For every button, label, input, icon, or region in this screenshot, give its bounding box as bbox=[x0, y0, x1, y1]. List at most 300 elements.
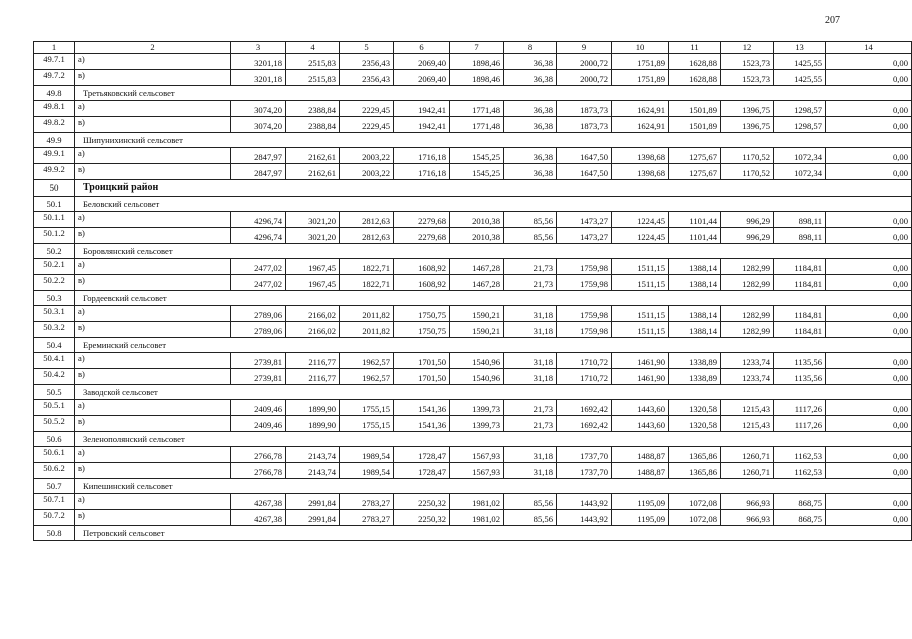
value-cell: 1608,92 bbox=[394, 275, 450, 291]
value-cell: 2279,68 bbox=[394, 228, 450, 244]
row-label: а) bbox=[75, 148, 231, 164]
value-cell: 2010,38 bbox=[450, 228, 504, 244]
value-cell: 1701,50 bbox=[394, 369, 450, 385]
value-cell: 0,00 bbox=[826, 400, 912, 416]
value-cell: 2991,84 bbox=[286, 494, 340, 510]
value-cell: 1338,89 bbox=[669, 353, 721, 369]
section-code: 50.1 bbox=[34, 197, 75, 212]
section-row bbox=[34, 338, 912, 353]
value-cell: 3021,20 bbox=[286, 228, 340, 244]
value-cell: 1170,52 bbox=[721, 164, 774, 180]
value-cell: 1728,47 bbox=[394, 463, 450, 479]
value-cell: 0,00 bbox=[826, 101, 912, 117]
value-cell: 2812,63 bbox=[340, 228, 394, 244]
value-cell: 1195,09 bbox=[612, 510, 669, 526]
value-cell: 966,93 bbox=[721, 510, 774, 526]
table-row bbox=[34, 228, 912, 244]
value-cell: 1567,93 bbox=[450, 463, 504, 479]
value-cell: 36,38 bbox=[504, 117, 557, 133]
value-cell: 1396,75 bbox=[721, 101, 774, 117]
value-cell: 2003,22 bbox=[340, 148, 394, 164]
row-label: в) bbox=[75, 164, 231, 180]
value-cell: 1750,75 bbox=[394, 306, 450, 322]
value-cell: 1737,70 bbox=[557, 447, 612, 463]
value-cell: 2069,40 bbox=[394, 70, 450, 86]
value-cell: 2166,02 bbox=[286, 322, 340, 338]
table-row bbox=[34, 101, 912, 117]
value-cell: 1716,18 bbox=[394, 164, 450, 180]
value-cell: 1215,43 bbox=[721, 400, 774, 416]
value-cell: 1590,21 bbox=[450, 306, 504, 322]
value-cell: 1899,90 bbox=[286, 400, 340, 416]
section-name: Петровский сельсовет bbox=[75, 526, 912, 541]
value-cell: 2229,45 bbox=[340, 101, 394, 117]
value-cell: 2250,32 bbox=[394, 510, 450, 526]
row-code: 50.2.1 bbox=[34, 259, 75, 275]
section-row bbox=[34, 244, 912, 259]
value-cell: 1511,15 bbox=[612, 306, 669, 322]
value-cell: 1275,67 bbox=[669, 148, 721, 164]
value-cell: 4296,74 bbox=[231, 228, 286, 244]
value-cell: 2279,68 bbox=[394, 212, 450, 228]
value-cell: 1692,42 bbox=[557, 400, 612, 416]
value-cell: 2409,46 bbox=[231, 416, 286, 432]
value-cell: 1443,60 bbox=[612, 416, 669, 432]
value-cell: 2069,40 bbox=[394, 54, 450, 70]
table-row bbox=[34, 463, 912, 479]
row-label: а) bbox=[75, 494, 231, 510]
value-cell: 1162,53 bbox=[774, 447, 826, 463]
value-cell: 1184,81 bbox=[774, 322, 826, 338]
value-cell: 1771,48 bbox=[450, 101, 504, 117]
row-label: в) bbox=[75, 322, 231, 338]
value-cell: 1628,88 bbox=[669, 70, 721, 86]
value-cell: 0,00 bbox=[826, 70, 912, 86]
table-row bbox=[34, 259, 912, 275]
value-cell: 1751,89 bbox=[612, 70, 669, 86]
value-cell: 1511,15 bbox=[612, 275, 669, 291]
value-cell: 0,00 bbox=[826, 259, 912, 275]
value-cell: 1750,75 bbox=[394, 322, 450, 338]
section-code: 49.8 bbox=[34, 86, 75, 101]
value-cell: 1135,56 bbox=[774, 353, 826, 369]
value-cell: 2356,43 bbox=[340, 54, 394, 70]
column-header: 2 bbox=[75, 42, 231, 54]
value-cell: 0,00 bbox=[826, 117, 912, 133]
section-row bbox=[34, 291, 912, 306]
value-cell: 1545,25 bbox=[450, 164, 504, 180]
row-label: а) bbox=[75, 400, 231, 416]
value-cell: 1755,15 bbox=[340, 416, 394, 432]
value-cell: 1298,57 bbox=[774, 101, 826, 117]
value-cell: 2847,97 bbox=[231, 164, 286, 180]
table-row bbox=[34, 275, 912, 291]
value-cell: 1759,98 bbox=[557, 275, 612, 291]
value-cell: 2783,27 bbox=[340, 494, 394, 510]
value-cell: 36,38 bbox=[504, 164, 557, 180]
column-header: 11 bbox=[669, 42, 721, 54]
column-header: 7 bbox=[450, 42, 504, 54]
value-cell: 1511,15 bbox=[612, 322, 669, 338]
value-cell: 1716,18 bbox=[394, 148, 450, 164]
value-cell: 1692,42 bbox=[557, 416, 612, 432]
row-code: 49.7.1 bbox=[34, 54, 75, 70]
column-header: 4 bbox=[286, 42, 340, 54]
value-cell: 0,00 bbox=[826, 228, 912, 244]
value-cell: 1501,89 bbox=[669, 101, 721, 117]
table-row bbox=[34, 447, 912, 463]
value-cell: 2766,78 bbox=[231, 463, 286, 479]
value-cell: 1981,02 bbox=[450, 494, 504, 510]
value-cell: 2010,38 bbox=[450, 212, 504, 228]
value-cell: 1710,72 bbox=[557, 369, 612, 385]
table-row bbox=[34, 400, 912, 416]
section-name: Третьяковский сельсовет bbox=[75, 86, 912, 101]
value-cell: 1822,71 bbox=[340, 259, 394, 275]
value-cell: 1647,50 bbox=[557, 148, 612, 164]
value-cell: 21,73 bbox=[504, 400, 557, 416]
value-cell: 0,00 bbox=[826, 275, 912, 291]
value-cell: 1170,52 bbox=[721, 148, 774, 164]
value-cell: 0,00 bbox=[826, 353, 912, 369]
value-cell: 1755,15 bbox=[340, 400, 394, 416]
section-name: Беловский сельсовет bbox=[75, 197, 912, 212]
value-cell: 1184,81 bbox=[774, 275, 826, 291]
row-code: 49.8.2 bbox=[34, 117, 75, 133]
section-name: Зеленополянский сельсовет bbox=[75, 432, 912, 447]
value-cell: 1511,15 bbox=[612, 259, 669, 275]
column-header: 6 bbox=[394, 42, 450, 54]
section-name: Боровлянский сельсовет bbox=[75, 244, 912, 259]
value-cell: 2162,61 bbox=[286, 148, 340, 164]
value-cell: 2356,43 bbox=[340, 70, 394, 86]
value-cell: 1822,71 bbox=[340, 275, 394, 291]
value-cell: 4296,74 bbox=[231, 212, 286, 228]
row-code: 49.7.2 bbox=[34, 70, 75, 86]
value-cell: 1647,50 bbox=[557, 164, 612, 180]
value-cell: 4267,38 bbox=[231, 510, 286, 526]
value-cell: 2388,84 bbox=[286, 101, 340, 117]
value-cell: 1282,99 bbox=[721, 275, 774, 291]
value-cell: 1101,44 bbox=[669, 212, 721, 228]
value-cell: 1443,92 bbox=[557, 510, 612, 526]
value-cell: 1260,71 bbox=[721, 463, 774, 479]
row-label: а) bbox=[75, 259, 231, 275]
row-label: в) bbox=[75, 117, 231, 133]
row-code: 49.9.1 bbox=[34, 148, 75, 164]
value-cell: 2789,06 bbox=[231, 306, 286, 322]
value-cell: 2011,82 bbox=[340, 306, 394, 322]
value-cell: 1135,56 bbox=[774, 369, 826, 385]
row-label: в) bbox=[75, 416, 231, 432]
value-cell: 1396,75 bbox=[721, 117, 774, 133]
value-cell: 3201,18 bbox=[231, 54, 286, 70]
value-cell: 1567,93 bbox=[450, 447, 504, 463]
row-label: а) bbox=[75, 306, 231, 322]
value-cell: 898,11 bbox=[774, 228, 826, 244]
row-label: а) bbox=[75, 101, 231, 117]
value-cell: 1399,73 bbox=[450, 400, 504, 416]
value-cell: 1388,14 bbox=[669, 275, 721, 291]
value-cell: 1873,73 bbox=[557, 117, 612, 133]
value-cell: 996,29 bbox=[721, 228, 774, 244]
value-cell: 0,00 bbox=[826, 148, 912, 164]
row-code: 50.3.2 bbox=[34, 322, 75, 338]
value-cell: 85,56 bbox=[504, 212, 557, 228]
value-cell: 1282,99 bbox=[721, 322, 774, 338]
value-cell: 3201,18 bbox=[231, 70, 286, 86]
table-row bbox=[34, 54, 912, 70]
value-cell: 3074,20 bbox=[231, 117, 286, 133]
value-cell: 21,73 bbox=[504, 259, 557, 275]
value-cell: 1224,45 bbox=[612, 212, 669, 228]
value-cell: 1540,96 bbox=[450, 353, 504, 369]
section-code: 50.5 bbox=[34, 385, 75, 400]
value-cell: 1101,44 bbox=[669, 228, 721, 244]
value-cell: 1962,57 bbox=[340, 353, 394, 369]
value-cell: 1710,72 bbox=[557, 353, 612, 369]
value-cell: 1488,87 bbox=[612, 463, 669, 479]
value-cell: 2783,27 bbox=[340, 510, 394, 526]
value-cell: 21,73 bbox=[504, 416, 557, 432]
value-cell: 1233,74 bbox=[721, 353, 774, 369]
section-row bbox=[34, 197, 912, 212]
value-cell: 0,00 bbox=[826, 447, 912, 463]
column-header: 14 bbox=[826, 42, 912, 54]
table-row bbox=[34, 510, 912, 526]
table-row bbox=[34, 494, 912, 510]
table-row bbox=[34, 212, 912, 228]
column-header: 8 bbox=[504, 42, 557, 54]
value-cell: 1467,28 bbox=[450, 275, 504, 291]
section-code: 49.9 bbox=[34, 133, 75, 148]
value-cell: 1541,36 bbox=[394, 416, 450, 432]
section-name: Кипешинский сельсовет bbox=[75, 479, 912, 494]
value-cell: 31,18 bbox=[504, 463, 557, 479]
value-cell: 1624,91 bbox=[612, 101, 669, 117]
value-cell: 1443,60 bbox=[612, 400, 669, 416]
value-cell: 31,18 bbox=[504, 369, 557, 385]
value-cell: 1942,41 bbox=[394, 117, 450, 133]
value-cell: 85,56 bbox=[504, 510, 557, 526]
district-name: Троицкий район bbox=[75, 180, 912, 197]
row-code: 50.6.1 bbox=[34, 447, 75, 463]
row-code: 50.5.1 bbox=[34, 400, 75, 416]
column-header: 10 bbox=[612, 42, 669, 54]
value-cell: 3074,20 bbox=[231, 101, 286, 117]
value-cell: 1488,87 bbox=[612, 447, 669, 463]
row-label: а) bbox=[75, 212, 231, 228]
row-code: 50.1.2 bbox=[34, 228, 75, 244]
row-label: а) bbox=[75, 447, 231, 463]
value-cell: 2739,81 bbox=[231, 369, 286, 385]
value-cell: 36,38 bbox=[504, 54, 557, 70]
value-cell: 36,38 bbox=[504, 101, 557, 117]
value-cell: 1473,27 bbox=[557, 212, 612, 228]
value-cell: 1541,36 bbox=[394, 400, 450, 416]
column-header: 5 bbox=[340, 42, 394, 54]
value-cell: 1162,53 bbox=[774, 463, 826, 479]
value-cell: 0,00 bbox=[826, 306, 912, 322]
row-label: а) bbox=[75, 353, 231, 369]
section-row bbox=[34, 432, 912, 447]
value-cell: 2011,82 bbox=[340, 322, 394, 338]
section-code: 50.8 bbox=[34, 526, 75, 541]
row-code: 50.1.1 bbox=[34, 212, 75, 228]
value-cell: 2812,63 bbox=[340, 212, 394, 228]
value-cell: 1967,45 bbox=[286, 275, 340, 291]
row-label: в) bbox=[75, 228, 231, 244]
value-cell: 1942,41 bbox=[394, 101, 450, 117]
value-cell: 1737,70 bbox=[557, 463, 612, 479]
value-cell: 1275,67 bbox=[669, 164, 721, 180]
value-cell: 0,00 bbox=[826, 463, 912, 479]
value-cell: 0,00 bbox=[826, 369, 912, 385]
row-code: 50.4.1 bbox=[34, 353, 75, 369]
row-label: в) bbox=[75, 70, 231, 86]
value-cell: 1365,86 bbox=[669, 463, 721, 479]
value-cell: 1072,08 bbox=[669, 494, 721, 510]
row-label: в) bbox=[75, 463, 231, 479]
value-cell: 2766,78 bbox=[231, 447, 286, 463]
value-cell: 31,18 bbox=[504, 322, 557, 338]
section-row bbox=[34, 133, 912, 148]
value-cell: 2000,72 bbox=[557, 54, 612, 70]
section-name: Шипунихинский сельсовет bbox=[75, 133, 912, 148]
row-code: 49.9.2 bbox=[34, 164, 75, 180]
row-code: 50.2.2 bbox=[34, 275, 75, 291]
section-row bbox=[34, 86, 912, 101]
value-cell: 0,00 bbox=[826, 494, 912, 510]
value-cell: 1233,74 bbox=[721, 369, 774, 385]
value-cell: 2388,84 bbox=[286, 117, 340, 133]
row-code: 50.7.1 bbox=[34, 494, 75, 510]
value-cell: 2477,02 bbox=[231, 259, 286, 275]
section-code: 50.2 bbox=[34, 244, 75, 259]
value-cell: 1467,28 bbox=[450, 259, 504, 275]
value-cell: 868,75 bbox=[774, 510, 826, 526]
row-code: 50.4.2 bbox=[34, 369, 75, 385]
section-row bbox=[34, 526, 912, 541]
page-number: 207 bbox=[825, 15, 840, 26]
value-cell: 1523,73 bbox=[721, 70, 774, 86]
table-row bbox=[34, 416, 912, 432]
value-cell: 1195,09 bbox=[612, 494, 669, 510]
section-row bbox=[34, 385, 912, 400]
value-cell: 1759,98 bbox=[557, 259, 612, 275]
value-cell: 1473,27 bbox=[557, 228, 612, 244]
value-cell: 1461,90 bbox=[612, 369, 669, 385]
value-cell: 1899,90 bbox=[286, 416, 340, 432]
value-cell: 2991,84 bbox=[286, 510, 340, 526]
value-cell: 2116,77 bbox=[286, 353, 340, 369]
value-cell: 1117,26 bbox=[774, 400, 826, 416]
value-cell: 1628,88 bbox=[669, 54, 721, 70]
value-cell: 1898,46 bbox=[450, 54, 504, 70]
value-cell: 1282,99 bbox=[721, 306, 774, 322]
value-cell: 1215,43 bbox=[721, 416, 774, 432]
value-cell: 1184,81 bbox=[774, 259, 826, 275]
table-body bbox=[34, 54, 912, 541]
table-row bbox=[34, 322, 912, 338]
value-cell: 1751,89 bbox=[612, 54, 669, 70]
value-cell: 1701,50 bbox=[394, 353, 450, 369]
value-cell: 1320,58 bbox=[669, 400, 721, 416]
value-cell: 1989,54 bbox=[340, 447, 394, 463]
value-cell: 1590,21 bbox=[450, 322, 504, 338]
value-cell: 1728,47 bbox=[394, 447, 450, 463]
value-cell: 36,38 bbox=[504, 148, 557, 164]
value-cell: 0,00 bbox=[826, 322, 912, 338]
value-cell: 0,00 bbox=[826, 54, 912, 70]
section-code: 50.4 bbox=[34, 338, 75, 353]
value-cell: 1117,26 bbox=[774, 416, 826, 432]
value-cell: 1365,86 bbox=[669, 447, 721, 463]
value-cell: 0,00 bbox=[826, 510, 912, 526]
row-label: а) bbox=[75, 54, 231, 70]
section-code: 50.3 bbox=[34, 291, 75, 306]
section-name: Ереминский сельсовет bbox=[75, 338, 912, 353]
value-cell: 1608,92 bbox=[394, 259, 450, 275]
value-cell: 2143,74 bbox=[286, 447, 340, 463]
value-cell: 0,00 bbox=[826, 164, 912, 180]
value-cell: 2515,83 bbox=[286, 70, 340, 86]
column-header: 12 bbox=[721, 42, 774, 54]
value-cell: 31,18 bbox=[504, 306, 557, 322]
district-row bbox=[34, 180, 912, 197]
value-cell: 85,56 bbox=[504, 494, 557, 510]
value-cell: 966,93 bbox=[721, 494, 774, 510]
value-cell: 1501,89 bbox=[669, 117, 721, 133]
column-header: 13 bbox=[774, 42, 826, 54]
row-code: 50.6.2 bbox=[34, 463, 75, 479]
value-cell: 2162,61 bbox=[286, 164, 340, 180]
value-cell: 2789,06 bbox=[231, 322, 286, 338]
value-cell: 1260,71 bbox=[721, 447, 774, 463]
row-code: 50.3.1 bbox=[34, 306, 75, 322]
value-cell: 2116,77 bbox=[286, 369, 340, 385]
value-cell: 1388,14 bbox=[669, 259, 721, 275]
section-code: 50.7 bbox=[34, 479, 75, 494]
table-row bbox=[34, 70, 912, 86]
section-name: Гордеевский сельсовет bbox=[75, 291, 912, 306]
table-row bbox=[34, 117, 912, 133]
value-cell: 1981,02 bbox=[450, 510, 504, 526]
value-cell: 2166,02 bbox=[286, 306, 340, 322]
value-cell: 996,29 bbox=[721, 212, 774, 228]
section-code: 50.6 bbox=[34, 432, 75, 447]
value-cell: 1072,08 bbox=[669, 510, 721, 526]
value-cell: 1072,34 bbox=[774, 148, 826, 164]
value-cell: 1072,34 bbox=[774, 164, 826, 180]
value-cell: 1989,54 bbox=[340, 463, 394, 479]
value-cell: 1224,45 bbox=[612, 228, 669, 244]
header-row bbox=[34, 42, 912, 54]
value-cell: 1399,73 bbox=[450, 416, 504, 432]
value-cell: 1425,55 bbox=[774, 70, 826, 86]
value-cell: 1967,45 bbox=[286, 259, 340, 275]
value-cell: 4267,38 bbox=[231, 494, 286, 510]
value-cell: 2739,81 bbox=[231, 353, 286, 369]
value-cell: 0,00 bbox=[826, 212, 912, 228]
value-cell: 36,38 bbox=[504, 70, 557, 86]
value-cell: 1443,92 bbox=[557, 494, 612, 510]
value-cell: 1545,25 bbox=[450, 148, 504, 164]
value-cell: 2000,72 bbox=[557, 70, 612, 86]
value-cell: 1898,46 bbox=[450, 70, 504, 86]
value-cell: 1398,68 bbox=[612, 148, 669, 164]
value-cell: 2143,74 bbox=[286, 463, 340, 479]
